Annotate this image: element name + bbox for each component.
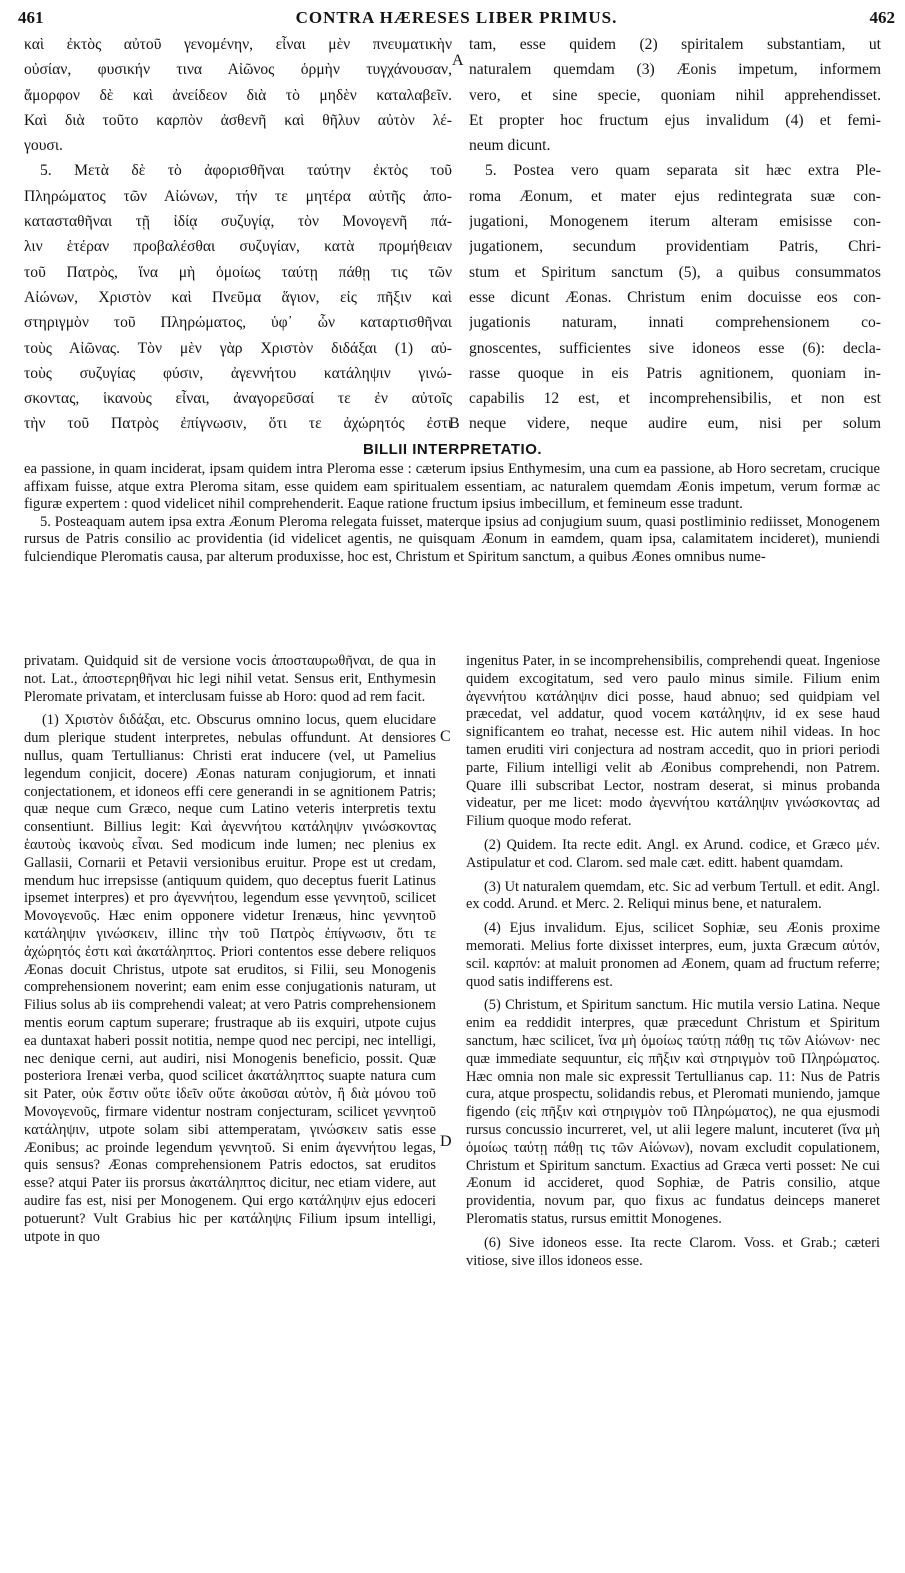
latin-line: tam, esse quidem (2) spiritalem substantiam, ut (469, 36, 881, 53)
latin-line: roma Æonum, et mater ejus redintegrata suæ con- (469, 187, 881, 205)
greek-line: τοῦ Πατρὸς, ἵνα μὴ ὁμοίως ταύτῃ πάθῃ τις τῶν (24, 263, 452, 281)
footnote: ingenitus Pater, in se incomprehensibilis, comprehendi queat. Ingeniose quidem excogitatum, sed vero paulo minus simile. Filium enim ἀγεννήτου κατάληψιν dici posse, haud abnuo; sed quidpiam vel præcedat, vel addatur, quod vocem κατάληψιν, id ex sese haud significantem eo trahat, necesse est. Hic autem nihil videas. In hoc tamen eruditi viri conjectura ad nostram accedit, quo in priori periodi parte, Filium intelligi velit ab Æonibus comprehendi, non Patrem. Quare illi subscribat Lector, nostram deserat, si minus probanda videatur, per me licet: modo ἀγεννήτου κατάληψιν γινώσκοντας ad Filium quoque modo referat. (466, 653, 880, 830)
running-header (18, 8, 895, 32)
margin-marker-a: A (452, 52, 464, 69)
running-title: CONTRA HÆRESES LIBER PRIMUS. (295, 8, 618, 27)
latin-line: stum et Spiritum sanctum (5), a quibus consummatos (469, 263, 881, 281)
greek-line: ἄμορφον δὲ καὶ ἀνείδεον διὰ τὸ μηδὲν καταλαβεῖν. (24, 86, 452, 104)
greek-line: σκοντας, ἱκανοὺς εἶναι, ἀναγορεῦσαί τε ἐν αὐτοῖς (24, 390, 452, 408)
latin-line: rasse quoque in eis Patris agnitionem, quoniam in- (469, 364, 881, 382)
greek-column (24, 32, 452, 437)
greek-line: στηριγμὸν τοῦ Πληρώματος, ὑφ᾽ ὧν καταρτισθῆναι (24, 314, 452, 332)
left-page-number: 461 (18, 8, 44, 27)
version-title: BILLII INTERPRETATIO. (362, 441, 543, 458)
margin-marker-b: B (449, 415, 460, 432)
latin-line: jugationi, Monogenem iterum alteram emisisse con- (469, 213, 881, 231)
margin-marker-c: C (440, 728, 451, 745)
greek-line: τοὺς Αἰῶνας. Τὸν μὲν γὰρ Χριστὸν διδάξαι (1) αὐ- (24, 339, 452, 357)
notes-left-column (24, 653, 436, 1252)
greek-line: Καὶ διὰ τοῦτο καρπὸν ἀσθενῆ καὶ θῆλυν αὐτὸν λέ- (24, 111, 452, 129)
latin-line: naturalem quemdam (3) Æonis impetum, informem (469, 61, 881, 79)
billius-version (24, 461, 880, 567)
margin-marker-d: D (440, 1133, 452, 1150)
right-page-number: 462 (869, 8, 895, 27)
latin-line: capabilis 12 est, et incomprehensibilis, et non est (469, 390, 881, 408)
version-paragraph: ea passione, in quam inciderat, ipsam quidem intra Pleroma esse : cæterum ipsius Enthymesim, una cum ea passione, ab Horo secretam, crucique affixam fuisse, atque extra Pleroma sitam, esse quidem eam spiritualem essentiam, ac naturalem quemdam Æonis impetum, verum formæ ac figuræ expertem : quod videlicet nihil comprehenderit. Eaque ratione fructum ipsius imbecillum, et femineum esse tradunt. (24, 461, 880, 513)
latin-line: gnoscentes, sufficientes sive idoneos esse (6): decla- (469, 339, 881, 357)
greek-line: κατασταθῆναι τῇ ἰδίᾳ συζυγίᾳ, τὸν Μονογενῆ πά- (24, 213, 452, 231)
greek-line: Αἰώνων, Χριστὸν καὶ Πνεῦμα ἅγιον, εἰς πῆξιν καὶ (24, 288, 452, 306)
notes-right-column (466, 653, 880, 1276)
latin-line: Et propter hoc fructum ejus invalidum (4) et femi- (469, 111, 881, 129)
latin-line: esse dicunt Æonas. Christum enim docuisse eos con- (469, 288, 881, 306)
latin-line: neum dicunt. (469, 137, 551, 155)
greek-line: Πληρώματος τῶν Αἰώνων, τήν τε μητέρα αὐτῆς ἀπο- (24, 187, 452, 205)
latin-column (469, 32, 881, 437)
greek-line: τὴν τοῦ Πατρὸς ἐπίγνωσιν, ὅτι τε ἀχώρητός ἐστι (24, 415, 452, 433)
footnote: (5) Christum, et Spiritum sanctum. Hic mutila versio Latina. Neque enim ea reddidit interpres, quæ præcedunt Christum et Spiritum sanctum, hæc scilicet, ἵνα μὴ ὁμοίως ταύτῃ πάθῃ τις τῶν Αἰώνων· nec quæ immediate sequuntur, εἰς πῆξιν καὶ στηριγμὸν τοῦ Πληρώματος. Hæc omnia non male sic expressit Tertullianus cap. 11: Nus de Patris cura, atque prospectu, solidandis rebus, et Pleromati muniendo, jamque figendo (εἰς πῆξιν καὶ στηριγμὸν τοῦ Πληρώματος), ne qua ejusmodi rursus concussio incurreret, vel, ut alii legere malunt, incuteret (ἵνα μὴ ὁμοίως ταύτῃ πάθῃ τις τῶν Αἰώνων), novam excludit copulationem, Christum et Spiritum sanctum. Exactius ad Græca verti posset: Ne cui Æonum id accideret, quod Sophiæ, de Patris consilio, atque providentia, novum par, quo fixus ac fundatus deinceps maneret Pleromatis status, rursus emittit Monogenes. (466, 997, 880, 1227)
latin-line: vero, et sine specie, quoniam nihil apprehendisset. (469, 86, 881, 104)
footnote: (2) Quidem. Ita recte edit. Angl. ex Arund. codice, et Græco μέν. Astipulatur et cod. Clarom. sed male cæt. editt. habent quamdam. (466, 836, 880, 871)
footnote: privatam. Quidquid sit de versione vocis ἀποσταυρωθῆναι, de qua in not. Lat., ἀποστερηθῆναι hic legi nihil vetat. Sensus erit, Enthymesin Pleromate privatam, et interclusam fuisse ab Horo: quod ad rem facit. (24, 653, 436, 705)
greek-line: γουσι. (24, 137, 63, 155)
greek-line: τοὺς συζυγίας φύσιν, ἀγεννήτου κατάληψιν γινώ- (24, 364, 452, 382)
latin-line: jugationis naturam, innati comprehensionem co- (469, 314, 881, 332)
greek-line: καὶ ἐκτὸς αὐτοῦ γενομένην, εἶναι μὲν πνευματικὴν (24, 36, 452, 53)
version-paragraph: 5. Posteaquam autem ipsa extra Æonum Pleroma relegata fuisset, materque ipsius ad conjugium suum, quasi postliminio rediisset, Monogenem rursus de Patris consilio ac providentia (id videlicet agentis, ne quisquam Æonum in eamdem, quam ipsa, calamitatem incideret), muniendi fulciendique Pleromatis causa, par alterum produxisse, hoc est, Christum et Spiritum sanctum, a quibus Æones omnibus nume- (24, 513, 880, 565)
footnote: (1) Χριστὸν διδάξαι, etc. Obscurus omnino locus, quem elucidare dum plerique student interpretes, nebulas offundunt. At densiores nullus, quam Tertullianus: Christi erat inducere (vel, ut Pamelius legendum conjicit, docere) Æonas naturam conjugiorum, et innati conjectationem, et idoneos effi cere generandi in se agnitionem Patris; quæ neque cum Græco, neque cum Latino veteris interpretis textu consentiunt. Billius legit: Καὶ ἀγεννήτου κατάληψιν γινώσκοντας ἑαυτοὺς ἱκανοὺς εἶναι. Sed modicum inde lumen; nec plenius ex Gallasii, Cornarii et Petavii versionibus eruitur. Prope est ut credam, mendum huc irrepsisse (antiquum quidem, quo deceptus fuerit Latinus ipsemet interpres) et pro ἀγεννήτου, legendum esse γεννητοῦ, scilicet Μονογενοῦς. Hæc enim opponere videtur Irenæus, hinc γεννητοῦ κατάληψιν γινώσκειν, illinc τὴν τοῦ Πατρὸς ἐπίγνωσιν, ὅτι τε ἀχώρητός ἐστι καὶ ἀκατάληπτος. Priori contentos esse debere reliquos Æonas docuit Christus, utpote sat eruditos, si Filii, seu Monogenis comprehensionem noverint; eam enim esse conjugationis naturam, ut Filius solus ab iis comprehendi valeat; at vero Patris comprehensionem mentis eorum captum superare; frustraque ab iis exquiri, utpote cujus ea duntaxat haberi possit notitia, nempe quod nec percipi, nec intelligi, nec denique cerni, aut audiri, nisi Monogenis beneficio, possit. Quæ posteriora Irenæi verba, quod scilicet ἀκατάληπτος suapte natura cum sit Pater, οὐκ ἔστιν οὔτε ἰδεῖν οὔτε ἀκοῦσαι αὐτὸν, ἢ διὰ μόνου τοῦ Μονογενοῦς, firmare videntur nostram conjecturam, scilicet γεννητοῦ κατάληψιν, utpote solam sibi attemperatam, γινώσκειν satis esse Æonibus; ac proinde legendum γεννητοῦ. Si enim ἀγεννήτου legas, quis sensus? Æonas comprehensionem Patris edoctos, sat eruditos esse? atqui Pater iis prorsus ἀκατάληπτος dicitur, nec etiam videre, aut audire fas est, nisi per Monogenem. Qui ergo κατάληψιν ejus edoceri potuerunt? Vult Grabius hic per κατάληψις Filium ipsum intelligi, utpote in quo (24, 712, 436, 1245)
greek-line: οὐσίαν, φυσικήν τινα Αἰῶνος ὁρμὴν τυγχάνουσαν, (24, 61, 452, 79)
greek-line: λιν ἑτέραν προβαλέσθαι συζυγίαν, κατὰ προμήθειαν (24, 238, 452, 256)
latin-line: jugationem, secundum providentiam Patris, Chri- (469, 238, 881, 256)
footnote: (6) Sive idoneos esse. Ita recte Clarom. Voss. et Grab.; cæteri vitiose, sive illos idoneos esse. (466, 1234, 880, 1269)
greek-line: 5. Μετὰ δὲ τὸ ἀφορισθῆναι ταύτην ἐκτὸς τοῦ (40, 162, 452, 180)
footnote: (3) Ut naturalem quemdam, etc. Sic ad verbum Tertull. et edit. Angl. ex codd. Arund. et Merc. 2. Reliqui minus bene, et naturalem. (466, 878, 880, 913)
latin-line: 5. Postea vero quam separata sit hæc extra Ple- (485, 162, 881, 180)
latin-line: neque videre, neque audire eum, nisi per solum (469, 415, 881, 433)
footnote: (4) Ejus invalidum. Ejus, scilicet Sophiæ, seu Æonis proxime memorati. Melius forte dixisset interpres, eum, juxta Græcum αὐτόν, scil. καρπόν: at maluit pronomen ad Æonem, quam ad fructum referre; quod satis indifferens est. (466, 920, 880, 990)
